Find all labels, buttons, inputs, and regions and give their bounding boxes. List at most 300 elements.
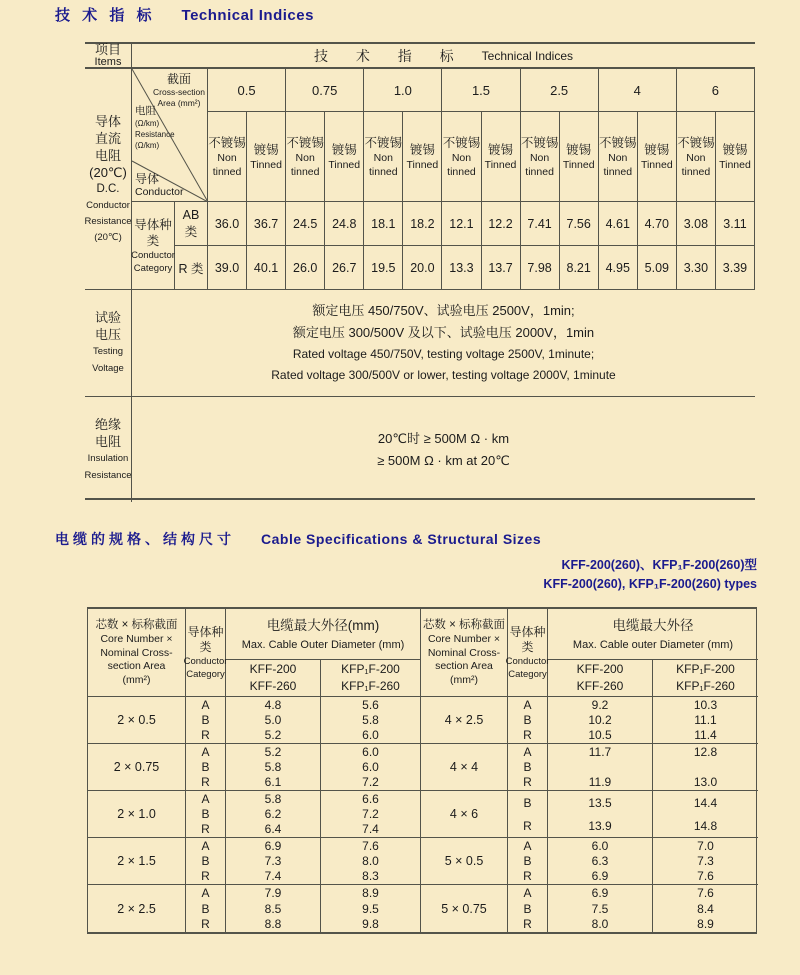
- header-line: Max. Cable outer Diameter (mm): [572, 638, 734, 651]
- resistance-label: [135, 105, 175, 151]
- tin-zh: 不镀锡: [598, 135, 637, 150]
- value: 7.6: [697, 885, 714, 900]
- cable-spec-title: [55, 529, 541, 549]
- ab-value: 24.8: [325, 202, 364, 246]
- types-line-en: KFF-200(260), KFP₁F-200(260) types: [543, 577, 757, 591]
- type-line: KFP₁F-260: [676, 679, 735, 693]
- cat: B: [523, 712, 532, 727]
- r-value: 5.09: [638, 246, 677, 290]
- kff-values: [226, 838, 321, 885]
- value: 6.0: [362, 744, 379, 759]
- size-spec: 2 × 0.5: [88, 697, 186, 744]
- label-line: D.C.: [96, 182, 120, 195]
- label-line: 导体: [135, 172, 160, 186]
- value: 8.3: [362, 869, 379, 884]
- cat: B: [523, 795, 532, 810]
- cat: A: [201, 744, 210, 759]
- content-line: ≥ 500M Ω · km at 20℃: [377, 452, 510, 468]
- ab-value: 4.61: [599, 202, 638, 246]
- header-line: Nominal Cross-: [100, 646, 173, 659]
- content-line: 额定电压 450/750V、试验电压 2500V，1min;: [312, 303, 575, 318]
- value: 10.5: [588, 728, 612, 743]
- value: 9.5: [362, 901, 379, 916]
- value: 4.8: [264, 697, 282, 712]
- cat: B: [523, 901, 532, 916]
- category-column: [508, 838, 548, 885]
- r-value: 40.1: [247, 246, 286, 290]
- tin-en: Tinned: [406, 158, 439, 171]
- value: 5.8: [362, 712, 379, 727]
- cross-section-4: 4: [599, 69, 677, 112]
- value: 10.3: [693, 697, 718, 712]
- tin-en: Tinned: [640, 158, 673, 171]
- kff-values: [548, 885, 653, 932]
- tin-en: Tinned: [719, 158, 751, 171]
- span-header-en: Technical Indices: [481, 48, 574, 63]
- value: 6.6: [362, 791, 379, 806]
- types-line-zh: KFF-200(260)、KFP₁F-200(260)型: [561, 558, 757, 572]
- kff-values: [226, 791, 321, 838]
- label-line: 试验: [94, 310, 121, 325]
- value: 8.0: [591, 917, 609, 932]
- non-tinned-header: [208, 112, 247, 202]
- value: 6.0: [591, 838, 609, 853]
- header-line: section Area: [107, 660, 166, 672]
- type-line: KFP₁F-260: [341, 679, 400, 693]
- label-line: 导体: [94, 113, 121, 129]
- cat: A: [201, 838, 210, 853]
- value: 5.6: [362, 697, 379, 712]
- value: 9.2: [591, 697, 609, 712]
- tin-en: Non tinned: [525, 151, 554, 178]
- tin-en: Non tinned: [603, 151, 633, 178]
- kff-values: [548, 744, 653, 791]
- non-tinned-header: [677, 112, 716, 202]
- content-line: 额定电压 300/500V 及以下、试验电压 2000V，1min: [292, 325, 595, 340]
- value: 14.4: [693, 795, 718, 810]
- core-number-header-right: [421, 609, 508, 697]
- cat: B: [201, 806, 210, 821]
- label-line: (Ω/km): [135, 141, 160, 150]
- ab-value: 3.08: [677, 202, 716, 246]
- value: 7.3: [697, 853, 714, 868]
- cat: R: [523, 818, 532, 833]
- size-spec: 2 × 1.0: [88, 791, 186, 838]
- tin-en: Non tinned: [369, 151, 398, 178]
- value: 13.9: [588, 818, 612, 833]
- type-line: KFP₁F-200: [676, 662, 735, 676]
- non-tinned-header: [364, 112, 403, 202]
- r-value: 20.0: [403, 246, 442, 290]
- tin-zh: 不镀锡: [677, 135, 715, 150]
- value: 7.2: [362, 775, 379, 790]
- tinned-header: [638, 112, 677, 202]
- tin-zh: 镀锡: [722, 142, 748, 157]
- tin-zh: 镀锡: [644, 142, 670, 157]
- tin-en: Tinned: [484, 158, 517, 171]
- value: 5.0: [264, 712, 282, 727]
- tin-zh: 不镀锡: [364, 135, 403, 150]
- label-line: 电阻: [94, 147, 121, 163]
- header-line: (mm²): [122, 673, 151, 686]
- kpf-values: [321, 697, 421, 744]
- kpf-values: [321, 885, 421, 932]
- kpf-type-header-right: [653, 660, 758, 697]
- content-line: Rated voltage 300/500V or lower, testing voltage 2000V, 1minute: [271, 368, 616, 382]
- conductor-category-label: [132, 202, 175, 290]
- cat: R: [201, 869, 210, 884]
- ab-value: 18.1: [364, 202, 403, 246]
- tin-zh: 镀锡: [253, 142, 279, 157]
- tin-zh: 镀锡: [488, 142, 514, 157]
- cat: B: [201, 853, 210, 868]
- value: 7.2: [362, 806, 379, 821]
- value: 7.5: [591, 901, 609, 916]
- cat: A: [201, 791, 210, 806]
- max-diameter-header-left: [226, 609, 421, 660]
- non-tinned-header: [521, 112, 560, 202]
- value: 5.2: [264, 728, 282, 743]
- category-column: [186, 791, 226, 838]
- kff-values: [548, 697, 653, 744]
- cable-spec-table: [87, 607, 757, 934]
- size-spec: 2 × 0.75: [88, 744, 186, 791]
- value: 6.1: [264, 775, 282, 790]
- kpf-type-header-left: [321, 660, 421, 697]
- header-line: Core Number ×: [427, 633, 501, 645]
- insulation-resistance-content: [132, 397, 755, 502]
- label-line: Conductor: [86, 199, 130, 211]
- tin-zh: 镀锡: [331, 142, 357, 157]
- header-line: 导体种类: [509, 624, 546, 654]
- type-line: KFF-260: [249, 679, 297, 693]
- dc-resistance-label: [85, 69, 132, 290]
- cat: B: [523, 759, 532, 774]
- size-spec: 2 × 1.5: [88, 838, 186, 885]
- value: [548, 759, 652, 774]
- header-line: Max. Cable Outer Diameter (mm): [241, 638, 405, 651]
- title-en: Technical Indices: [181, 7, 314, 24]
- value: 6.9: [591, 869, 609, 884]
- r-value: 7.98: [521, 246, 560, 290]
- tin-zh: 镀锡: [409, 142, 435, 157]
- r-value: 3.30: [677, 246, 716, 290]
- size-spec: 2 × 2.5: [88, 885, 186, 932]
- tin-en: Tinned: [328, 158, 361, 171]
- conductor-category-header-right: [505, 609, 550, 697]
- kff-values: [548, 791, 653, 838]
- value: 14.8: [693, 818, 718, 833]
- r-value: 39.0: [208, 246, 247, 290]
- value: 13.5: [588, 795, 612, 810]
- label-line: Resistance: [84, 469, 132, 481]
- label-line: 绝缘: [94, 416, 121, 432]
- title-zh: 技 术 指 标: [55, 7, 156, 24]
- value: 13.0: [693, 775, 718, 790]
- tinned-header: [325, 112, 364, 202]
- span-header-zh: 技 术 指 标: [313, 47, 466, 64]
- kff-values: [226, 885, 321, 932]
- value: 5.8: [264, 759, 282, 774]
- r-value: 26.7: [325, 246, 364, 290]
- kpf-values: [653, 838, 758, 885]
- value: 5.8: [264, 791, 282, 806]
- ab-value: 36.0: [208, 202, 247, 246]
- non-tinned-header: [442, 112, 481, 202]
- value: [653, 759, 758, 774]
- header-line: (mm²): [450, 673, 478, 686]
- items-en: Items: [94, 56, 122, 68]
- header-line: Conductor: [183, 655, 228, 667]
- label-line: Cross-section: [153, 87, 205, 97]
- value: 9.8: [362, 917, 379, 932]
- value: 6.4: [264, 822, 282, 837]
- value: 11.7: [588, 744, 612, 759]
- category-column: [508, 885, 548, 932]
- category-column: [186, 697, 226, 744]
- kpf-values: [321, 744, 421, 791]
- type-line: KFP₁F-200: [341, 662, 400, 676]
- value: 6.0: [362, 728, 379, 743]
- label-line: Area (mm²): [157, 98, 201, 108]
- label-line: 导体种类: [134, 217, 172, 248]
- kpf-values: [653, 744, 758, 791]
- label-line: Insulation: [87, 452, 129, 464]
- label-line: Conductor: [131, 249, 175, 261]
- header-line: Core Number ×: [100, 633, 173, 645]
- ab-value: 12.2: [482, 202, 521, 246]
- technical-indices-table: [85, 42, 755, 500]
- conductor-category-header-left: [183, 609, 228, 697]
- type-line: KFF-200: [576, 662, 624, 676]
- header-line: Category: [186, 668, 225, 680]
- cat: B: [201, 712, 210, 727]
- ab-value: 18.2: [403, 202, 442, 246]
- ab-value: 3.11: [716, 202, 755, 246]
- header-line: Category: [508, 668, 547, 680]
- value: 10.2: [588, 712, 612, 727]
- kff-type-header-right: [548, 660, 653, 697]
- cat: B: [201, 901, 210, 916]
- value: 8.5: [264, 901, 282, 916]
- category-column: [186, 744, 226, 791]
- cross-section-2.5: 2.5: [521, 69, 599, 112]
- size-spec: 4 × 2.5: [421, 697, 508, 744]
- content-line: Rated voltage 450/750V, testing voltage 2500V, 1minute;: [292, 347, 595, 361]
- cat: R: [201, 917, 210, 932]
- label-line: Voltage: [92, 363, 124, 374]
- label-line: Resistance: [84, 215, 132, 227]
- category-column: [186, 885, 226, 932]
- kpf-values: [653, 697, 758, 744]
- tinned-header: [482, 112, 521, 202]
- cat: R: [201, 775, 210, 790]
- tin-zh: 不镀锡: [208, 135, 246, 150]
- value: 8.4: [697, 901, 714, 916]
- content-line: 20℃时 ≥ 500M Ω · km: [377, 430, 510, 446]
- kff-values: [226, 697, 321, 744]
- ab-value: 7.56: [560, 202, 599, 246]
- tin-en: Tinned: [250, 158, 282, 171]
- category-column: [508, 791, 548, 838]
- value: 7.4: [362, 822, 379, 837]
- cat: R: [523, 728, 532, 743]
- cross-section-1.5: 1.5: [442, 69, 520, 112]
- tinned-header: [247, 112, 286, 202]
- kpf-values: [321, 791, 421, 838]
- value: 7.6: [362, 838, 379, 853]
- label-line: (Ω/km): [135, 119, 160, 128]
- tin-en: Non tinned: [290, 151, 320, 178]
- kff-values: [226, 744, 321, 791]
- cross-section-label: [152, 72, 206, 109]
- r-value: 4.95: [599, 246, 638, 290]
- label-line: 直流: [94, 130, 121, 146]
- title-zh: 电缆的规格、结构尺寸: [55, 531, 235, 547]
- value: 6.9: [591, 885, 609, 900]
- label-line: Testing: [92, 346, 124, 357]
- header-line: 芯数 × 标称截面: [95, 619, 178, 631]
- value: 5.2: [264, 744, 282, 759]
- cat: B: [523, 853, 532, 868]
- ab-category-label: AB 类: [175, 202, 208, 246]
- cross-section-1.0: 1.0: [364, 69, 442, 112]
- cat: R: [201, 728, 210, 743]
- kff-type-header-left: [226, 660, 321, 697]
- value: 7.0: [697, 838, 714, 853]
- cable-types-block: [543, 556, 757, 594]
- header-line: 导体种类: [187, 624, 224, 654]
- tinned-header: [560, 112, 599, 202]
- label-line: Resistance: [135, 130, 175, 139]
- header-line: Nominal Cross-: [427, 646, 501, 659]
- tin-zh: 不镀锡: [442, 135, 481, 150]
- non-tinned-header: [599, 112, 638, 202]
- tin-zh: 不镀锡: [286, 135, 324, 150]
- cat: A: [201, 885, 210, 900]
- type-line: KFF-200: [249, 662, 297, 676]
- testing-voltage-label: [85, 290, 132, 397]
- testing-voltage-content: [132, 290, 755, 397]
- r-value: 13.7: [482, 246, 521, 290]
- non-tinned-header: [286, 112, 325, 202]
- tinned-header: [716, 112, 755, 202]
- label-line: 截面: [166, 72, 191, 86]
- header-line: 芯数 × 标称截面: [422, 619, 506, 631]
- cat: R: [523, 869, 532, 884]
- size-spec: 4 × 4: [421, 744, 508, 791]
- ab-value: 7.41: [521, 202, 560, 246]
- header-line: Conductor: [505, 655, 550, 667]
- insulation-resistance-label: [85, 397, 132, 502]
- category-column: [508, 697, 548, 744]
- ab-value: 12.1: [442, 202, 481, 246]
- value: 7.6: [697, 869, 714, 884]
- category-column: [508, 744, 548, 791]
- label-line: 电阻: [135, 105, 156, 117]
- cat: A: [523, 744, 532, 759]
- cat: A: [523, 838, 532, 853]
- tin-en: Non tinned: [681, 151, 711, 178]
- core-number-header-left: [88, 609, 186, 697]
- size-spec: 5 × 0.5: [421, 838, 508, 885]
- cross-section-6: 6: [677, 69, 755, 112]
- ab-value: 24.5: [286, 202, 325, 246]
- r-value: 13.3: [442, 246, 481, 290]
- tin-zh: 不镀锡: [520, 135, 559, 150]
- cat: A: [523, 885, 532, 900]
- title-en: Cable Specifications & Structural Sizes: [261, 531, 542, 547]
- cross-section-0.75: 0.75: [286, 69, 364, 112]
- value: 11.1: [694, 712, 717, 727]
- items-header-cell: [85, 44, 132, 69]
- cat: R: [201, 822, 210, 837]
- value: 8.9: [362, 885, 379, 900]
- value: 11.9: [588, 775, 612, 790]
- cross-section-0.5: 0.5: [208, 69, 286, 112]
- kpf-values: [653, 885, 758, 932]
- diagonal-header-cell: [132, 69, 208, 202]
- r-value: 26.0: [286, 246, 325, 290]
- value: 8.0: [362, 853, 379, 868]
- label-line: 电压: [94, 327, 121, 342]
- type-line: KFF-260: [576, 679, 624, 693]
- label-line: 电阻: [94, 433, 121, 449]
- tin-en: Non tinned: [447, 151, 476, 178]
- tin-en: Tinned: [562, 158, 595, 171]
- value: 11.4: [694, 728, 717, 743]
- tech-indices-span-header: [132, 44, 755, 69]
- header-line: 电缆最大外径(mm): [266, 617, 380, 633]
- cat: B: [201, 759, 210, 774]
- tinned-header: [403, 112, 442, 202]
- header-line: section Area: [435, 660, 493, 672]
- cat: R: [523, 917, 532, 932]
- r-value: 8.21: [560, 246, 599, 290]
- value: 6.2: [264, 806, 282, 821]
- value: 8.8: [264, 917, 282, 932]
- label-line: (20℃): [94, 231, 122, 243]
- r-category-label: R 类: [175, 246, 208, 290]
- value: 6.0: [362, 759, 379, 774]
- value: 6.9: [264, 838, 282, 853]
- value: 12.8: [693, 744, 718, 759]
- cat: A: [523, 697, 532, 712]
- technical-indices-title: [55, 4, 314, 25]
- kff-values: [548, 838, 653, 885]
- kpf-values: [321, 838, 421, 885]
- kpf-values: [653, 791, 758, 838]
- label-line: (20℃): [89, 164, 127, 180]
- cat: R: [523, 775, 532, 790]
- size-spec: 5 × 0.75: [421, 885, 508, 932]
- category-column: [186, 838, 226, 885]
- r-value: 3.39: [716, 246, 755, 290]
- header-line: 电缆最大外径: [612, 617, 694, 633]
- label-line: Conductor: [135, 186, 184, 198]
- tin-en: Non tinned: [212, 151, 242, 178]
- value: 7.4: [264, 869, 282, 884]
- size-spec: 4 × 6: [421, 791, 508, 838]
- label-line: Category: [133, 262, 173, 274]
- tin-zh: 镀锡: [566, 142, 592, 157]
- r-value: 19.5: [364, 246, 403, 290]
- value: 7.9: [264, 885, 282, 900]
- max-diameter-header-right: [548, 609, 758, 660]
- cat: A: [201, 697, 210, 712]
- ab-value: 36.7: [247, 202, 286, 246]
- ab-value: 4.70: [638, 202, 677, 246]
